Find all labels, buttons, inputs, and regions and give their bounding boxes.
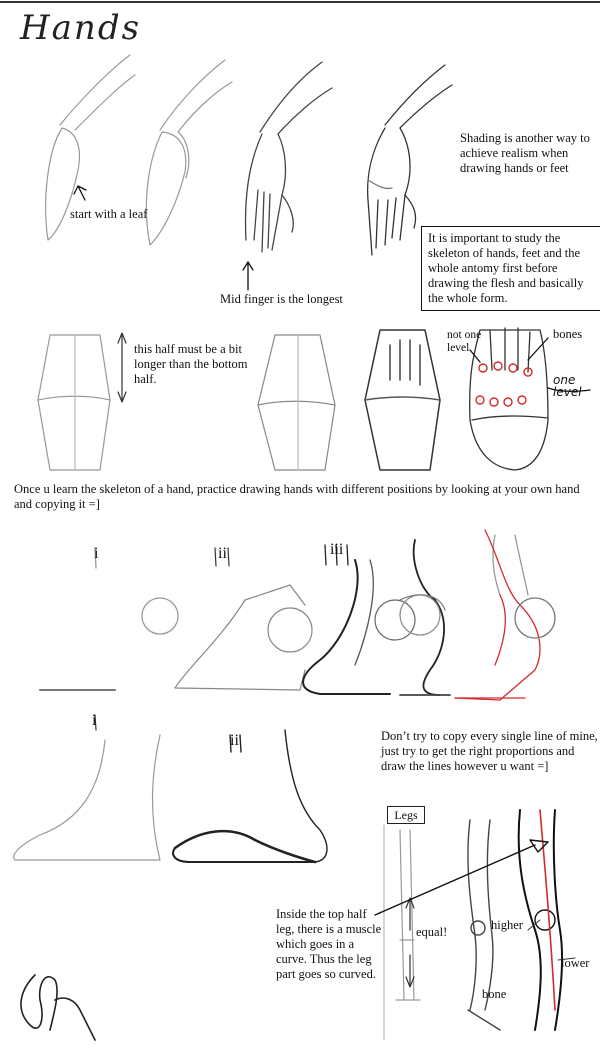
hand-shape-2 [258,335,335,470]
note-dont-copy: Don’t try to copy every single line of mine, just try to get the right proportions and draw the lines however u want =] [381,729,598,773]
hand-shape-1 [38,335,110,470]
note-half-longer: this half must be a bit longer than the bottom half. [134,342,248,386]
note-bone: bone [482,987,507,1001]
foot-step-1-sketch [40,545,178,690]
half-brace [118,333,126,402]
note-not-one-level: not one level [447,329,482,354]
foot-front-2-sketch [173,730,327,862]
hand-step-3-sketch [246,62,332,252]
leg-sketch-1 [396,830,420,1000]
step-numeral-2: ii [218,545,227,562]
note-equal: equal! [416,925,448,939]
legs-label: Legs [387,806,425,824]
foot-step-3-sketch [303,545,415,694]
foot-step-4-sketch [400,540,450,695]
note-mid-finger: Mid finger is the longest [220,292,343,306]
step-numeral-3: iii [330,541,344,558]
hand-step-2-sketch [146,60,232,245]
hand-shape-3 [365,330,440,470]
note-skeleton-box: It is important to study the skeleton of hands, feet and the whole antomy first before drawing the flesh and basically the whole form. [421,226,600,311]
page-title: Hands [20,8,142,48]
note-practice: Once u learn the skeleton of a hand, practice drawing hands with different positions by looking at your own hand and copying it =] [14,482,580,511]
note-higher: higher [491,918,523,932]
foot-step-2-sketch [175,545,312,690]
arrow-mid-finger [243,262,253,290]
step-numeral-1: i [94,545,99,562]
foot-step-5-sketch [455,530,555,700]
foot-front-1-sketch [14,712,160,860]
step-numeral-4: i [92,712,97,729]
step-numeral-5: ii [230,732,239,749]
note-leaf: start with a leaf [70,207,148,221]
note-muscle: Inside the top half leg, there is a muscle which goes in a curve. Thus the leg part goes so curved. [276,907,382,981]
note-shading: Shading is another way to achieve realism when drawing hands or feet [460,131,590,175]
artist-signature [21,975,95,1040]
note-lower: lower [561,956,590,970]
note-bones: bones [553,327,583,341]
note-one-level: one level [553,373,582,399]
pointer-line-muscle [375,845,535,915]
arrow-leaf [74,186,86,200]
